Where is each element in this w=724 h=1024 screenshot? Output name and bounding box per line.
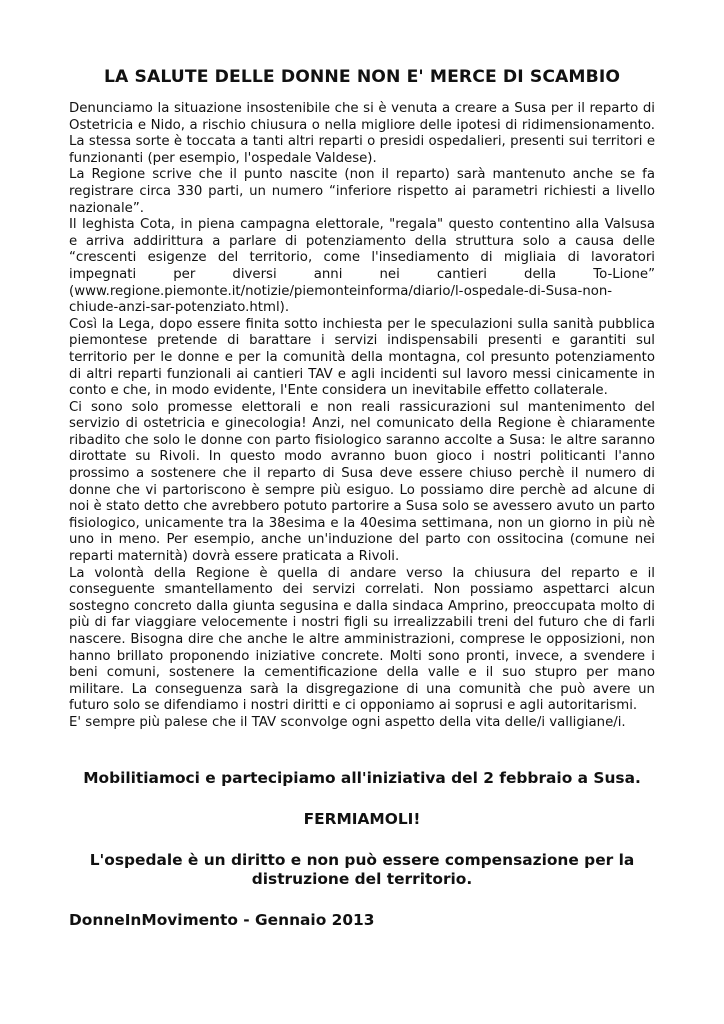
paragraph-denuncia: Denunciamo la situazione insostenibile che si è venuta a creare a Susa per il reparto di Ostetricia e Nido, a rischio chiusura o nella migliore delle ipotesi di ridimensionamento. La stessa sorte è toccata a tanti altri reparti o presidi ospedalieri, presenti sui territori e funzionanti (per esempio, l'ospedale Valdese). bbox=[69, 101, 655, 166]
document-title: LA SALUTE DELLE DONNE NON E' MERCE DI SCAMBIO bbox=[103, 67, 621, 87]
document-page bbox=[69, 66, 655, 929]
paragraph-tav: E' sempre più palese che il TAV sconvolge ogni aspetto della vita delle/i valligiane/i. bbox=[69, 714, 626, 730]
paragraph-lega: Così la Lega, dopo essere finita sotto inchiesta per le speculazioni sulla sanità pubblica piemontese pretende di barattare i servizi indispensabili presenti e garantiti sul territorio per le donne e per la comunità della montagna, col presunto potenziamento di altri reparti funzionali ai cantieri TAV e agli incidenti sul lavoro messi cinicamente in conto e che, in modo evidente, l'Ente considera un inevitabile effetto collaterale. bbox=[69, 316, 655, 399]
closing-section bbox=[69, 769, 655, 889]
paragraph-regione: La Regione scrive che il punto nascite (non il reparto) sarà mantenuto anche se fa registrare circa 330 parti, un numero “inferiore rispetto ai parametri richiesti a livello nazionale”. bbox=[69, 167, 655, 216]
call-to-action: Mobilitiamoci e partecipiamo all'iniziativa del 2 febbraio a Susa. bbox=[83, 768, 641, 787]
paragraph-promesse: Ci sono solo promesse elettorali e non reali rassicurazioni sul mantenimento del servizio di ostetricia e ginecologia! Anzi, nel comunicato della Regione è chiaramente ribadito che solo le donne con parto fisiologico saranno accolte a Susa: le altre saranno dirottate su Rivoli. In questo modo avranno buon gioco i nostri politicanti l'anno prossimo a sostenere che il reparto di Susa deve essere chiuso perchè il numero di donne che vi partoriscono è sempre più esiguo. Lo possiamo dire perchè ad alcune di noi è stato detto che avrebbero potuto partorire a Susa solo se avessero avuto un parto fisiologico, unicamente tra la 38esima e la 40esima settimana, non un giorno in più nè uno in meno. Per esempio, anche un'induzione del parto con ossitocina (comune nei reparti maternità) dovrà essere praticata a Rivoli. bbox=[69, 399, 655, 565]
paragraph-volonta: La volontà della Regione è quella di andare verso la chiusura del reparto e il conseguente smantellamento dei servizi correlati. Non possiamo aspettarci alcun sostegno concreto dalla giunta segusina e dalla sindaca Amprino, preoccupata molto di più di far viaggiare velocemente i nostri figli su irrealizzabili treni del futuro che di farli nascere. Bisogna dire che anche le altre amministrazioni, comprese le opposizioni, non hanno brillato proponendo iniziative concrete. Molti sono pronti, invece, a svendere i beni comuni, sostenere la cementificazione della valle e il suo stupro per mano militare. La conseguenza sarà la disgregazione di una comunità che può avere un futuro solo se difendiamo i nostri diritti e ci opponiamo ai soprusi e agli autoritarismi. bbox=[69, 565, 655, 714]
slogan: FERMIAMOLI! bbox=[303, 809, 421, 828]
paragraph-cota: Il leghista Cota, in piena campagna elettorale, "regala" questo contentino alla Valsusa e arriva addirittura a parlare di potenziamento della struttura solo a causa delle “crescenti esigenze del territorio, come l'insediamento di migliaia di lavoratori impegnati per diversi anni nei cantieri della To-Lione” (www.regione.piemonte.it/notizie/piemonteinforma/diario/l-ospedale-di-Susa-non-chiude-anzi-sar-potenziato.html). bbox=[69, 217, 655, 316]
document-body bbox=[69, 101, 655, 732]
signature: DonneInMovimento - Gennaio 2013 bbox=[69, 910, 375, 929]
closing-statement: L'ospedale è un diritto e non può essere compensazione per la distruzione del territorio. bbox=[89, 850, 635, 888]
